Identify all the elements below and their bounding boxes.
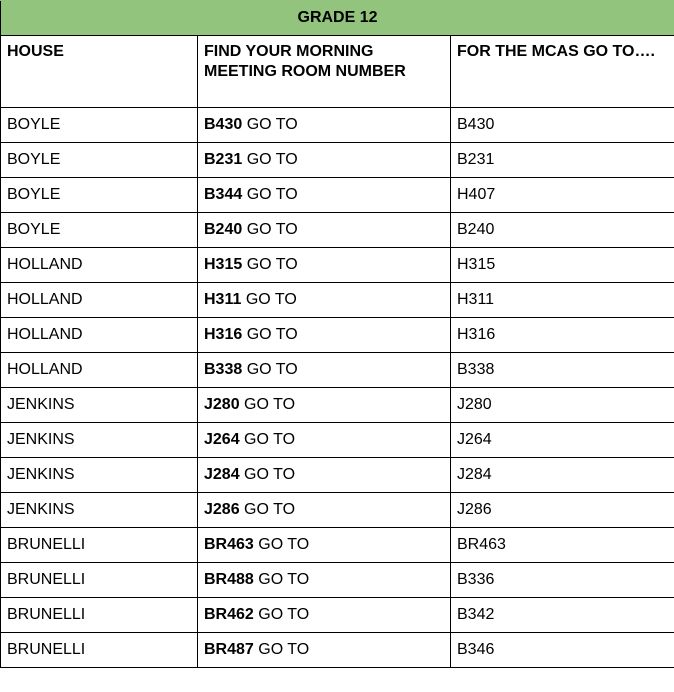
room-number: BR463 bbox=[204, 536, 254, 553]
table-row bbox=[1, 318, 674, 353]
house-cell: BRUNELLI bbox=[1, 528, 198, 563]
meeting-room-cell bbox=[198, 563, 451, 598]
table-row bbox=[1, 213, 674, 248]
meeting-room-column-header: FIND YOUR MORNING MEETING ROOM NUMBER bbox=[198, 36, 451, 108]
go-to-text: GO TO bbox=[242, 186, 298, 203]
meeting-room-cell bbox=[198, 248, 451, 283]
house-cell: JENKINS bbox=[1, 388, 198, 423]
mcas-room-cell: J286 bbox=[451, 493, 674, 528]
go-to-text: GO TO bbox=[242, 361, 298, 378]
house-cell: BOYLE bbox=[1, 143, 198, 178]
house-cell: BRUNELLI bbox=[1, 633, 198, 668]
go-to-text: GO TO bbox=[253, 641, 310, 658]
house-cell: JENKINS bbox=[1, 423, 198, 458]
house-cell: HOLLAND bbox=[1, 248, 198, 283]
go-to-text: GO TO bbox=[239, 466, 296, 483]
meeting-room-cell bbox=[198, 178, 451, 213]
go-to-text: GO TO bbox=[241, 291, 297, 308]
go-to-text: GO TO bbox=[253, 571, 310, 588]
table-row bbox=[1, 528, 674, 563]
mcas-room-cell: B430 bbox=[451, 108, 674, 143]
mcas-room-cell: B346 bbox=[451, 633, 674, 668]
table-row bbox=[1, 388, 674, 423]
mcas-room-cell: B342 bbox=[451, 598, 674, 633]
room-number: B430 bbox=[204, 116, 243, 133]
meeting-room-cell bbox=[198, 108, 451, 143]
table-row bbox=[1, 563, 674, 598]
house-cell: BOYLE bbox=[1, 108, 198, 143]
mcas-room-cell: B231 bbox=[451, 143, 674, 178]
table-row bbox=[1, 353, 674, 388]
house-cell: BRUNELLI bbox=[1, 563, 198, 598]
mcas-room-cell: H311 bbox=[451, 283, 674, 318]
go-to-text: GO TO bbox=[242, 256, 298, 273]
table-title: GRADE 12 bbox=[1, 1, 674, 36]
mcas-room-cell: J284 bbox=[451, 458, 674, 493]
mcas-room-cell: H407 bbox=[451, 178, 674, 213]
table-row bbox=[1, 248, 674, 283]
meeting-room-cell bbox=[198, 528, 451, 563]
room-number: H316 bbox=[204, 326, 243, 343]
mcas-room-cell: H315 bbox=[451, 248, 674, 283]
go-to-text: GO TO bbox=[239, 501, 296, 518]
room-number: B344 bbox=[204, 186, 243, 203]
title-row bbox=[1, 1, 674, 36]
house-cell: BRUNELLI bbox=[1, 598, 198, 633]
room-number: H311 bbox=[204, 291, 242, 308]
table-row bbox=[1, 458, 674, 493]
room-number: J284 bbox=[204, 466, 240, 483]
meeting-room-cell bbox=[198, 493, 451, 528]
meeting-room-cell bbox=[198, 283, 451, 318]
room-number: B240 bbox=[204, 221, 243, 238]
go-to-text: GO TO bbox=[239, 431, 296, 448]
meeting-room-cell bbox=[198, 318, 451, 353]
go-to-text: GO TO bbox=[253, 606, 310, 623]
meeting-room-cell bbox=[198, 458, 451, 493]
meeting-room-cell bbox=[198, 143, 451, 178]
mcas-room-cell: H316 bbox=[451, 318, 674, 353]
table-row bbox=[1, 178, 674, 213]
room-number: H315 bbox=[204, 256, 243, 273]
table-row bbox=[1, 283, 674, 318]
table-row bbox=[1, 493, 674, 528]
meeting-room-cell bbox=[198, 213, 451, 248]
house-cell: BOYLE bbox=[1, 178, 198, 213]
go-to-text: GO TO bbox=[242, 326, 298, 343]
meeting-room-cell bbox=[198, 388, 451, 423]
room-number: BR487 bbox=[204, 641, 254, 658]
go-to-text: GO TO bbox=[242, 221, 298, 238]
mcas-room-cell: J264 bbox=[451, 423, 674, 458]
mcas-column-header: FOR THE MCAS GO TO…. bbox=[451, 36, 674, 108]
meeting-room-cell bbox=[198, 633, 451, 668]
room-number: J286 bbox=[204, 501, 240, 518]
room-number: J280 bbox=[204, 396, 240, 413]
house-cell: JENKINS bbox=[1, 458, 198, 493]
mcas-room-cell: B336 bbox=[451, 563, 674, 598]
table-row bbox=[1, 633, 674, 668]
house-column-header: HOUSE bbox=[1, 36, 198, 108]
table-row bbox=[1, 108, 674, 143]
room-number: B231 bbox=[204, 151, 243, 168]
go-to-text: GO TO bbox=[242, 151, 298, 168]
house-cell: HOLLAND bbox=[1, 283, 198, 318]
room-number: B338 bbox=[204, 361, 243, 378]
meeting-room-cell bbox=[198, 353, 451, 388]
mcas-room-cell: J280 bbox=[451, 388, 674, 423]
mcas-room-cell: BR463 bbox=[451, 528, 674, 563]
house-cell: HOLLAND bbox=[1, 318, 198, 353]
go-to-text: GO TO bbox=[239, 396, 296, 413]
meeting-room-cell bbox=[198, 598, 451, 633]
room-number: BR462 bbox=[204, 606, 254, 623]
room-number: BR488 bbox=[204, 571, 254, 588]
house-cell: HOLLAND bbox=[1, 353, 198, 388]
house-cell: JENKINS bbox=[1, 493, 198, 528]
go-to-text: GO TO bbox=[242, 116, 298, 133]
table-row bbox=[1, 598, 674, 633]
go-to-text: GO TO bbox=[253, 536, 310, 553]
header-row bbox=[1, 36, 674, 108]
meeting-room-cell bbox=[198, 423, 451, 458]
table-row bbox=[1, 423, 674, 458]
mcas-room-cell: B240 bbox=[451, 213, 674, 248]
house-cell: BOYLE bbox=[1, 213, 198, 248]
table-body bbox=[1, 1, 674, 668]
table-row bbox=[1, 143, 674, 178]
room-number: J264 bbox=[204, 431, 240, 448]
mcas-room-cell: B338 bbox=[451, 353, 674, 388]
